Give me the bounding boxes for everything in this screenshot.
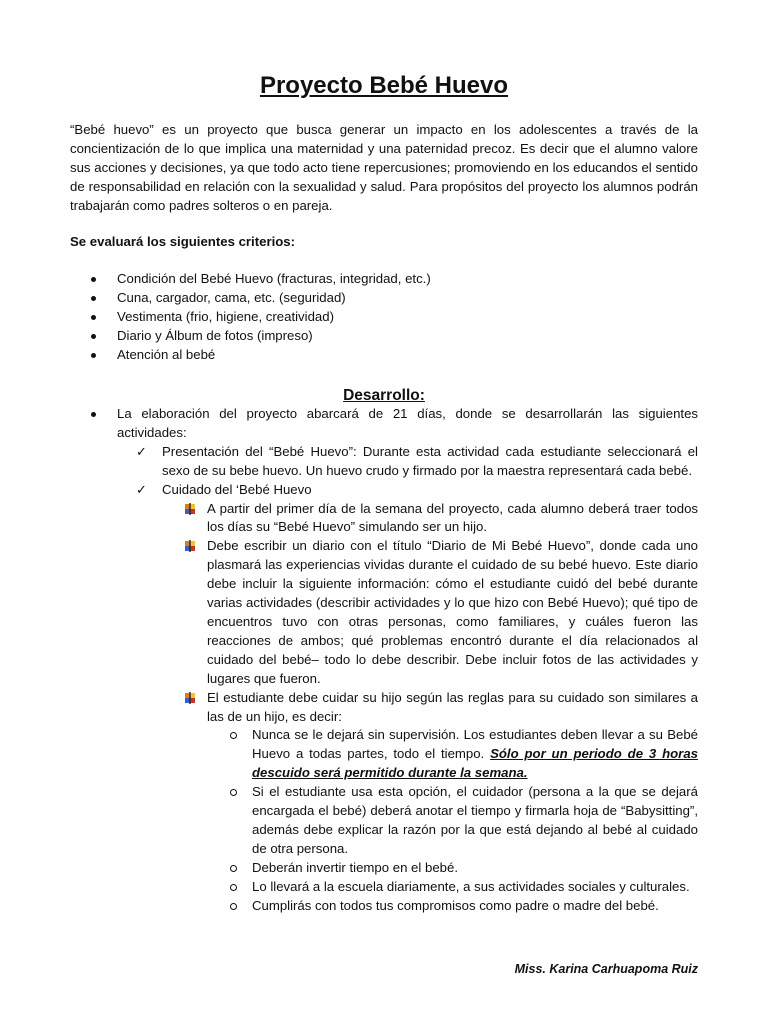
rule-item: Deberán invertir tiempo en el bebé.	[70, 859, 698, 878]
flag-item: Debe escribir un diario con el título “Diario de Mi Bebé Huevo”, donde cada uno plasmará las experiencias vividas durante el cuidado de su bebé huevo. Este diario debe incluir la siguiente información: cómo el estudiante cuidó del bebé durante varias actividades (describir actividades y lo que hizo con Bebé Huevo); qué tipo de encuentros tuvo con otras personas, como familiares, y cuáles fueron las reacciones de ambos; qué problemas encontró durante el día relacionados al cuidado del bebé– todo lo debe describir. Debe incluir fotos de las actividades y lugares que fueron.	[70, 537, 698, 688]
bullet-icon	[91, 334, 96, 339]
list-item: Vestimenta (frio, higiene, creatividad)	[70, 308, 698, 327]
circle-bullet-icon	[230, 884, 237, 891]
criteria-list	[70, 270, 698, 365]
rule-item: Cumplirás con todos tus compromisos como padre o madre del bebé.	[70, 897, 698, 916]
list-item: Condición del Bebé Huevo (fracturas, integridad, etc.)	[70, 270, 698, 289]
bullet-icon	[91, 353, 96, 358]
intro-paragraph: “Bebé huevo” es un proyecto que busca generar un impacto en los adolescentes a través de la concientización de lo que implica una maternidad y una paternidad precoz. Es decir que el alumno valore sus acciones y decisiones, ya que todo acto tiene repercusiones; promoviendo en los educandos el sentido de responsabilidad en relación con la sexualidad y salud. Para propósitos del proyecto los alumnos podrán trabajarán como padres solteros o en pareja.	[70, 122, 698, 213]
checkmark-icon: ✓	[136, 443, 147, 459]
development-heading: Desarrollo:	[343, 387, 425, 404]
rule-item: Lo llevará a la escuela diariamente, a sus actividades sociales y culturales.	[70, 878, 698, 897]
rule-item: Nunca se le dejará sin supervisión. Los estudiantes deben llevar a su Bebé Huevo a todas partes, todo el tiempo. Sólo por un periodo de 3 horas descuido será permitido durante la semana.	[70, 726, 698, 783]
circle-bullet-icon	[230, 903, 237, 910]
list-item: Atención al bebé	[70, 346, 698, 365]
check-item: ✓ Cuidado del ‘Bebé Huevo	[70, 481, 698, 500]
intro-section	[70, 121, 698, 216]
flag-bullet-icon	[183, 691, 197, 705]
circle-bullet-icon	[230, 865, 237, 872]
emphasis-text: Sólo por un periodo de 3 horas descuido será permitido durante la semana.	[252, 746, 698, 781]
development-section	[70, 405, 698, 915]
flag-bullet-icon	[183, 502, 197, 516]
signature: Miss. Karina Carhuapoma Ruiz	[514, 962, 698, 976]
flag-item: El estudiante debe cuidar su hijo según las reglas para su cuidado son similares a las de un hijo, es decir:	[70, 689, 698, 727]
criteria-section	[70, 233, 698, 364]
flag-item: A partir del primer día de la semana del proyecto, cada alumno deberá traer todos los días su “Bebé Huevo” simulando ser un hijo.	[70, 500, 698, 538]
bullet-icon	[91, 277, 96, 282]
circle-bullet-icon	[230, 732, 237, 739]
bullet-icon	[91, 296, 96, 301]
flag-bullet-icon	[183, 539, 197, 553]
circle-bullet-icon	[230, 789, 237, 796]
criteria-heading: Se evaluará los siguientes criterios:	[70, 234, 296, 249]
page-title: Proyecto Bebé Huevo	[259, 72, 509, 99]
checkmark-icon: ✓	[136, 481, 147, 497]
development-intro: La elaboración del proyecto abarcará de 21 días, donde se desarrollarán las siguientes actividades:	[70, 405, 698, 443]
list-item: Diario y Álbum de fotos (impreso)	[70, 327, 698, 346]
check-item: ✓ Presentación del “Bebé Huevo”: Durante esta actividad cada estudiante seleccionará el sexo de su bebe huevo. Un huevo crudo y firmado por la maestra representará cada bebé.	[136, 443, 698, 478]
bullet-icon	[91, 315, 96, 320]
bullet-icon	[91, 412, 96, 417]
rule-item: Si el estudiante usa esta opción, el cuidador (persona a la que se dejará encargada el bebé) deberá anotar el tiempo y firmarla hoja de “Babysitting”, además debe explicar la razón por la que está dejando al bebé al cuidado de otra persona.	[70, 783, 698, 859]
list-item: Cuna, cargador, cama, etc. (seguridad)	[70, 289, 698, 308]
